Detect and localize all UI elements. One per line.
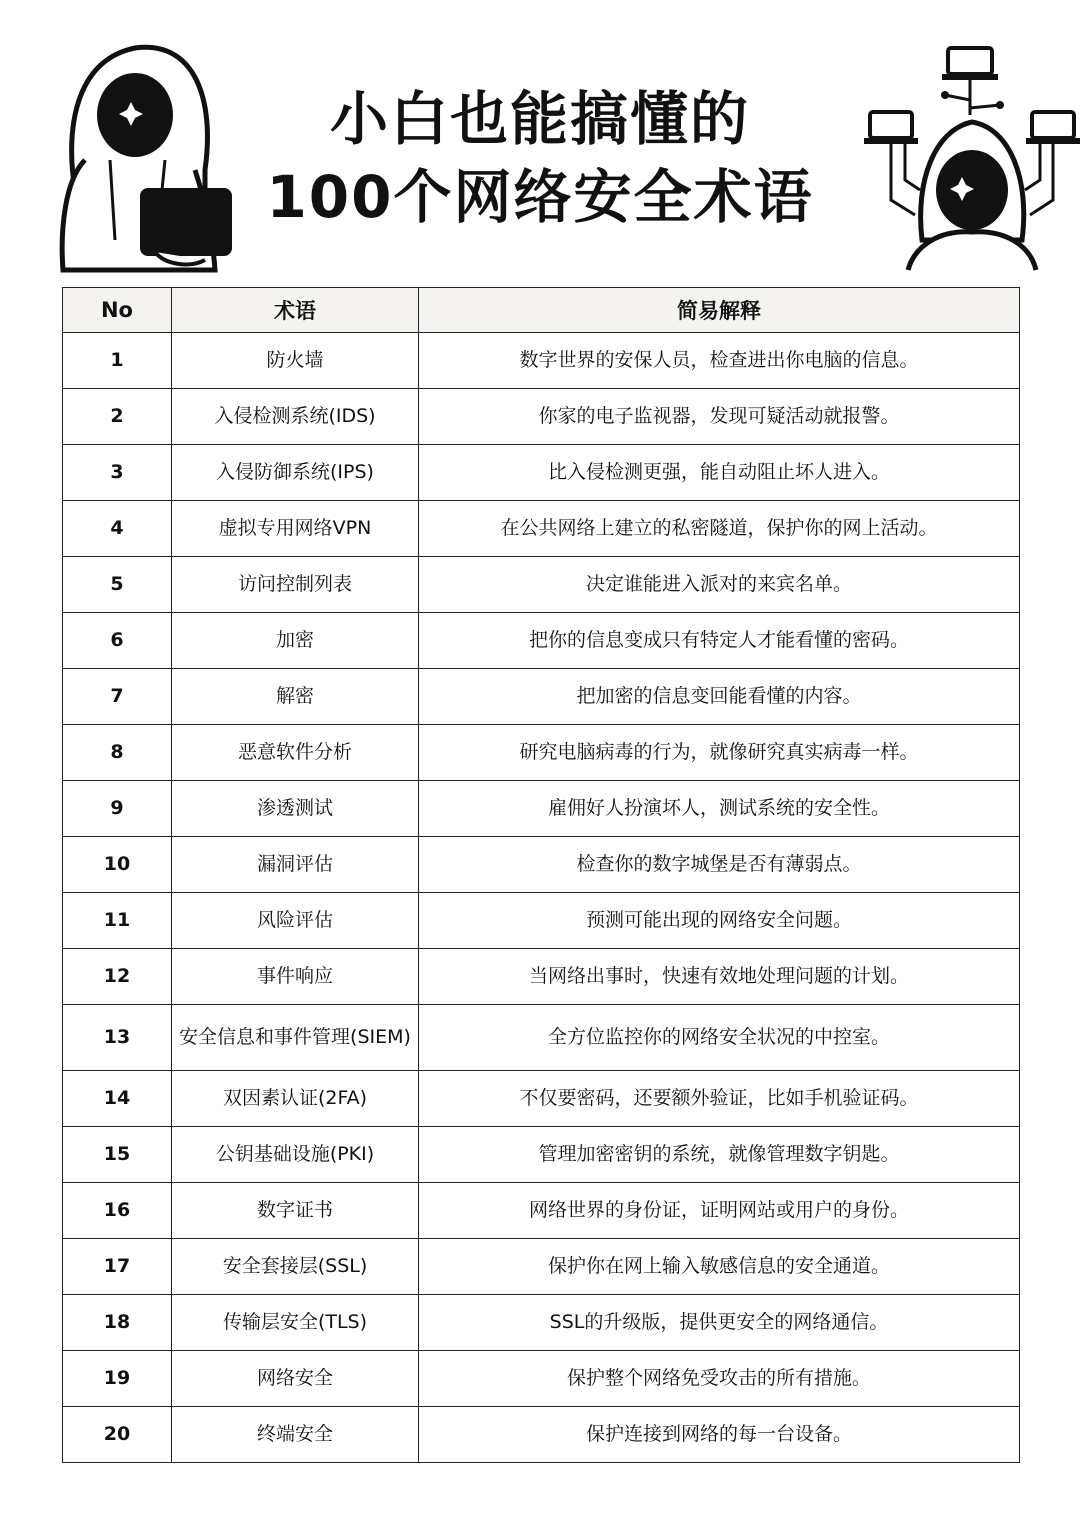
row-term: 虚拟专用网络VPN [172,501,419,557]
page-title-line2: 100个网络安全术语 [266,163,814,231]
row-number: 2 [63,389,172,445]
row-number: 6 [63,613,172,669]
row-number: 11 [63,893,172,949]
table-row [63,557,1020,613]
row-description: 管理加密密钥的系统，就像管理数字钥匙。 [419,1127,1020,1183]
row-description: 决定谁能进入派对的来宾名单。 [419,557,1020,613]
row-number: 15 [63,1127,172,1183]
row-number: 16 [63,1183,172,1239]
row-term: 数字证书 [172,1183,419,1239]
table-row [63,1407,1020,1463]
row-term: 漏洞评估 [172,837,419,893]
row-description: 不仅要密码，还要额外验证，比如手机验证码。 [419,1071,1020,1127]
row-term: 安全套接层(SSL) [172,1239,419,1295]
row-term: 加密 [172,613,419,669]
row-description: 保护连接到网络的每一台设备。 [419,1407,1020,1463]
row-term: 入侵防御系统(IPS) [172,445,419,501]
row-number: 8 [63,725,172,781]
row-description: 你家的电子监视器，发现可疑活动就报警。 [419,389,1020,445]
header [0,0,1080,285]
row-description: 保护你在网上输入敏感信息的安全通道。 [419,1239,1020,1295]
table-row [63,781,1020,837]
table-row [63,725,1020,781]
row-term: 终端安全 [172,1407,419,1463]
row-number: 17 [63,1239,172,1295]
table-row [63,333,1020,389]
row-description: 雇佣好人扮演坏人，测试系统的安全性。 [419,781,1020,837]
row-description: 数字世界的安保人员，检查进出你电脑的信息。 [419,333,1020,389]
table-row [63,389,1020,445]
row-term: 访问控制列表 [172,557,419,613]
row-description: 检查你的数字城堡是否有薄弱点。 [419,837,1020,893]
table-row [63,445,1020,501]
row-number: 3 [63,445,172,501]
row-term: 公钥基础设施(PKI) [172,1127,419,1183]
row-description: 在公共网络上建立的私密隧道，保护你的网上活动。 [419,501,1020,557]
row-description: 把你的信息变成只有特定人才能看懂的密码。 [419,613,1020,669]
table-row [63,1127,1020,1183]
row-number: 4 [63,501,172,557]
row-description: 比入侵检测更强，能自动阻止坏人进入。 [419,445,1020,501]
terms-table [62,287,1020,1463]
table-row [63,1071,1020,1127]
row-term: 风险评估 [172,893,419,949]
row-number: 10 [63,837,172,893]
hacker-network-icon [860,40,1080,275]
table-row [63,1295,1020,1351]
table-row [63,501,1020,557]
table-row [63,1239,1020,1295]
table-row [63,1351,1020,1407]
row-description: 保护整个网络免受攻击的所有措施。 [419,1351,1020,1407]
row-term: 双因素认证(2FA) [172,1071,419,1127]
row-number: 7 [63,669,172,725]
row-term: 防火墙 [172,333,419,389]
header-description: 简易解释 [419,288,1020,333]
table-row [63,669,1020,725]
row-term: 安全信息和事件管理(SIEM) [172,1005,419,1071]
table-header-row [63,288,1020,333]
row-term: 入侵检测系统(IDS) [172,389,419,445]
row-term: 恶意软件分析 [172,725,419,781]
row-number: 19 [63,1351,172,1407]
row-number: 20 [63,1407,172,1463]
table-row [63,1005,1020,1071]
page-title-line1: 小白也能搞懂的 [329,85,750,153]
row-number: 1 [63,333,172,389]
row-description: SSL的升级版，提供更安全的网络通信。 [419,1295,1020,1351]
row-number: 5 [63,557,172,613]
row-description: 网络世界的身份证，证明网站或用户的身份。 [419,1183,1020,1239]
row-term: 传输层安全(TLS) [172,1295,419,1351]
row-number: 12 [63,949,172,1005]
header-term: 术语 [172,288,419,333]
table-row [63,613,1020,669]
row-term: 渗透测试 [172,781,419,837]
row-description: 全方位监控你的网络安全状况的中控室。 [419,1005,1020,1071]
row-term: 网络安全 [172,1351,419,1407]
row-description: 把加密的信息变回能看懂的内容。 [419,669,1020,725]
table-row [63,1183,1020,1239]
table-row [63,949,1020,1005]
row-number: 14 [63,1071,172,1127]
table-row [63,893,1020,949]
row-description: 研究电脑病毒的行为，就像研究真实病毒一样。 [419,725,1020,781]
row-description: 预测可能出现的网络安全问题。 [419,893,1020,949]
row-number: 13 [63,1005,172,1071]
row-term: 解密 [172,669,419,725]
header-no: No [63,288,172,333]
row-number: 9 [63,781,172,837]
row-description: 当网络出事时，快速有效地处理问题的计划。 [419,949,1020,1005]
row-number: 18 [63,1295,172,1351]
row-term: 事件响应 [172,949,419,1005]
table-row [63,837,1020,893]
